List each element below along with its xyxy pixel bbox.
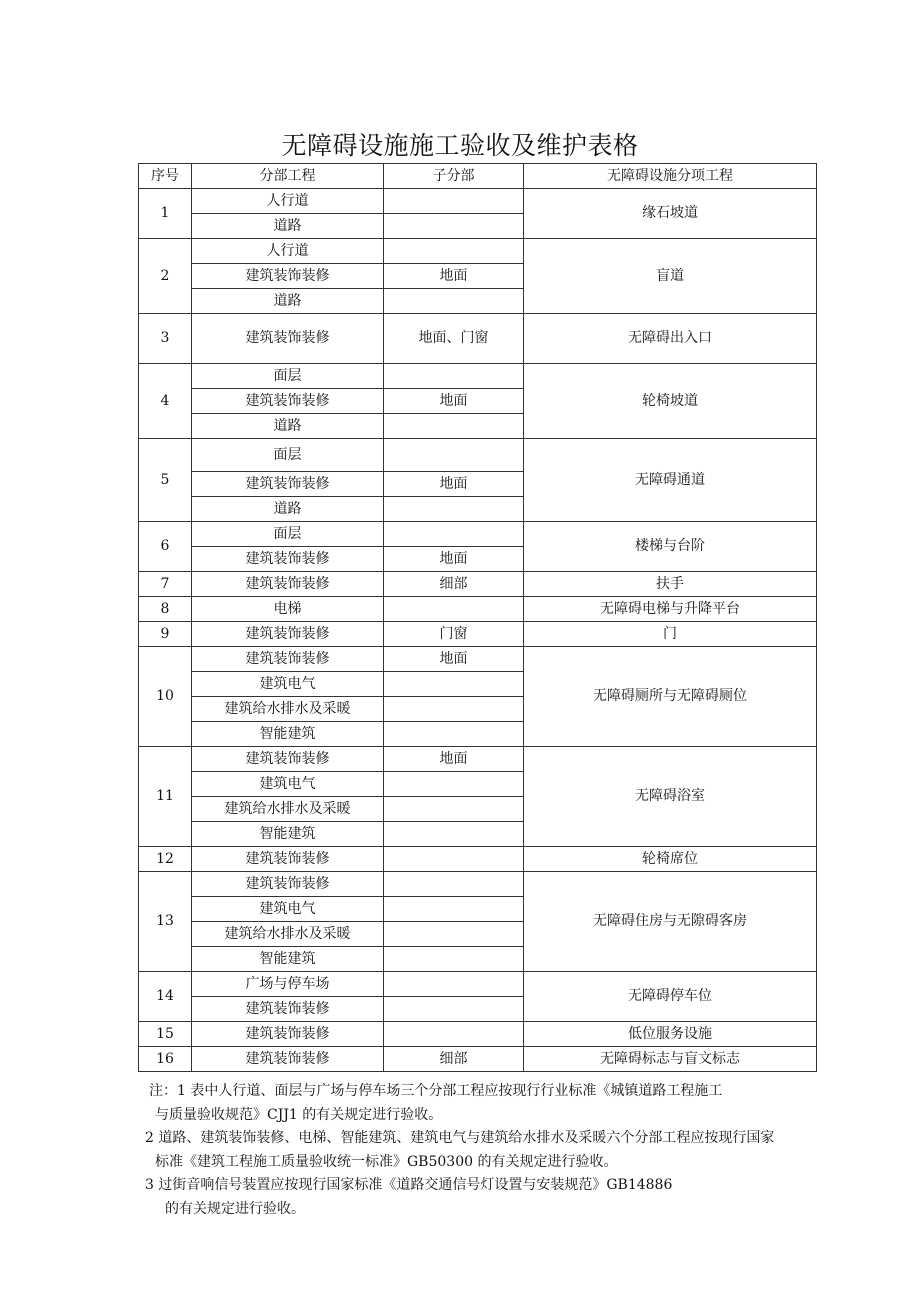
subdivision-cell: 地面 [384, 389, 524, 414]
subitem-cell: 无障碍厕所与无障碍厕位 [524, 647, 817, 747]
division-cell: 建筑装饰装修 [192, 847, 384, 872]
division-cell: 人行道 [192, 239, 384, 264]
division-cell: 智能建筑 [192, 822, 384, 847]
row-number-cell: 10 [139, 647, 192, 747]
subitem-cell: 无障碍停车位 [524, 972, 817, 1022]
row-number-cell: 2 [139, 239, 192, 314]
table-row [139, 647, 817, 672]
header-division: 分部工程 [192, 164, 384, 189]
header-no: 序号 [139, 164, 192, 189]
row-number-cell: 12 [139, 847, 192, 872]
division-cell: 面层 [192, 522, 384, 547]
division-cell: 建筑给水排水及采暖 [192, 922, 384, 947]
table-row [139, 314, 817, 364]
subitem-cell: 无障碍电梯与升降平台 [524, 597, 817, 622]
subdivision-cell [384, 847, 524, 872]
subitem-cell: 盲道 [524, 239, 817, 314]
subdivision-cell [384, 289, 524, 314]
table-row [139, 239, 817, 264]
subdivision-cell: 地面 [384, 747, 524, 772]
subdivision-cell [384, 439, 524, 472]
division-cell: 建筑给水排水及采暖 [192, 697, 384, 722]
subdivision-cell [384, 697, 524, 722]
subitem-cell: 楼梯与台阶 [524, 522, 817, 572]
subitem-cell: 低位服务设施 [524, 1022, 817, 1047]
header-subitem: 无障碍设施分项工程 [524, 164, 817, 189]
acceptance-table [138, 163, 817, 1072]
subdivision-cell [384, 189, 524, 214]
subdivision-cell [384, 214, 524, 239]
subdivision-cell [384, 414, 524, 439]
subitem-cell: 轮椅席位 [524, 847, 817, 872]
table-body [139, 189, 817, 1072]
division-cell: 道路 [192, 497, 384, 522]
division-cell: 建筑装饰装修 [192, 572, 384, 597]
row-number-cell: 13 [139, 872, 192, 972]
division-cell: 建筑装饰装修 [192, 547, 384, 572]
subitem-cell: 缘石坡道 [524, 189, 817, 239]
division-cell: 建筑装饰装修 [192, 472, 384, 497]
table-row [139, 572, 817, 597]
division-cell: 建筑装饰装修 [192, 872, 384, 897]
row-number-cell: 7 [139, 572, 192, 597]
division-cell: 智能建筑 [192, 947, 384, 972]
subdivision-cell [384, 897, 524, 922]
note-line: 的有关规定进行验收。 [165, 1200, 305, 1217]
row-number-cell: 6 [139, 522, 192, 572]
table-row [139, 972, 817, 997]
division-cell: 道路 [192, 289, 384, 314]
subdivision-cell [384, 672, 524, 697]
subdivision-cell [384, 947, 524, 972]
division-cell: 电梯 [192, 597, 384, 622]
subdivision-cell: 地面 [384, 472, 524, 497]
subdivision-cell [384, 997, 524, 1022]
division-cell: 建筑装饰装修 [192, 747, 384, 772]
note-line: 标准《建筑工程施工质量验收统一标准》GB50300 的有关规定进行验收。 [155, 1153, 618, 1170]
subdivision-cell: 细部 [384, 1047, 524, 1072]
row-number-cell: 9 [139, 622, 192, 647]
note-line: 2 道路、建筑装饰装修、电梯、智能建筑、建筑电气与建筑给水排水及采暖六个分部工程应按现行国家 [145, 1130, 775, 1146]
division-cell: 建筑装饰装修 [192, 1047, 384, 1072]
row-number-cell: 11 [139, 747, 192, 847]
division-cell: 建筑装饰装修 [192, 1022, 384, 1047]
note-line: 注：1 表中人行道、面层与广场与停车场三个分部工程应按现行行业标准《城镇道路工程施工 [149, 1083, 723, 1099]
table-row [139, 522, 817, 547]
division-cell: 道路 [192, 414, 384, 439]
division-cell: 建筑装饰装修 [192, 314, 384, 364]
subdivision-cell [384, 364, 524, 389]
subitem-cell: 扶手 [524, 572, 817, 597]
subdivision-cell: 门窗 [384, 622, 524, 647]
table-row [139, 1022, 817, 1047]
subdivision-cell [384, 872, 524, 897]
subitem-cell: 无障碍通道 [524, 439, 817, 522]
table-row [139, 364, 817, 389]
subdivision-cell: 地面 [384, 264, 524, 289]
note-line: 3 过街音响信号装置应按现行国家标准《道路交通信号灯设置与安装规范》GB14886 [145, 1177, 673, 1193]
division-cell: 道路 [192, 214, 384, 239]
division-cell: 广场与停车场 [192, 972, 384, 997]
subdivision-cell [384, 972, 524, 997]
subdivision-cell [384, 722, 524, 747]
division-cell: 建筑装饰装修 [192, 647, 384, 672]
subitem-cell: 门 [524, 622, 817, 647]
division-cell: 建筑给水排水及采暖 [192, 797, 384, 822]
row-number-cell: 4 [139, 364, 192, 439]
subdivision-cell: 地面 [384, 547, 524, 572]
table-row [139, 1047, 817, 1072]
division-cell: 建筑装饰装修 [192, 264, 384, 289]
subdivision-cell [384, 797, 524, 822]
subitem-cell: 无障碍标志与盲文标志 [524, 1047, 817, 1072]
row-number-cell: 5 [139, 439, 192, 522]
division-cell: 面层 [192, 439, 384, 472]
row-number-cell: 8 [139, 597, 192, 622]
subitem-cell: 无障碍浴室 [524, 747, 817, 847]
row-number-cell: 1 [139, 189, 192, 239]
header-subdivision: 子分部 [384, 164, 524, 189]
subdivision-cell [384, 522, 524, 547]
division-cell: 智能建筑 [192, 722, 384, 747]
subdivision-cell [384, 822, 524, 847]
subitem-cell: 无障碍出入口 [524, 314, 817, 364]
subdivision-cell: 地面 [384, 647, 524, 672]
division-cell: 建筑电气 [192, 897, 384, 922]
table-row [139, 597, 817, 622]
subdivision-cell: 细部 [384, 572, 524, 597]
division-cell: 建筑装饰装修 [192, 997, 384, 1022]
document-title: 无障碍设施施工验收及维护表格 [281, 131, 639, 160]
subdivision-cell [384, 922, 524, 947]
row-number-cell: 14 [139, 972, 192, 1022]
row-number-cell: 16 [139, 1047, 192, 1072]
table-row [139, 189, 817, 214]
subdivision-cell [384, 497, 524, 522]
table-row [139, 847, 817, 872]
table-row [139, 439, 817, 472]
subdivision-cell [384, 597, 524, 622]
division-cell: 建筑电气 [192, 772, 384, 797]
division-cell: 建筑装饰装修 [192, 622, 384, 647]
table-header-row [139, 164, 817, 189]
subitem-cell: 轮椅坡道 [524, 364, 817, 439]
note-line: 与质量验收规范》CJJ1 的有关规定进行验收。 [155, 1106, 443, 1123]
row-number-cell: 15 [139, 1022, 192, 1047]
division-cell: 建筑电气 [192, 672, 384, 697]
table-row [139, 747, 817, 772]
subdivision-cell: 地面、门窗 [384, 314, 524, 364]
subdivision-cell [384, 772, 524, 797]
division-cell: 人行道 [192, 189, 384, 214]
row-number-cell: 3 [139, 314, 192, 364]
table-row [139, 622, 817, 647]
subdivision-cell [384, 239, 524, 264]
division-cell: 面层 [192, 364, 384, 389]
table-row [139, 872, 817, 897]
subdivision-cell [384, 1022, 524, 1047]
division-cell: 建筑装饰装修 [192, 389, 384, 414]
subitem-cell: 无障碍住房与无隙碍客房 [524, 872, 817, 972]
